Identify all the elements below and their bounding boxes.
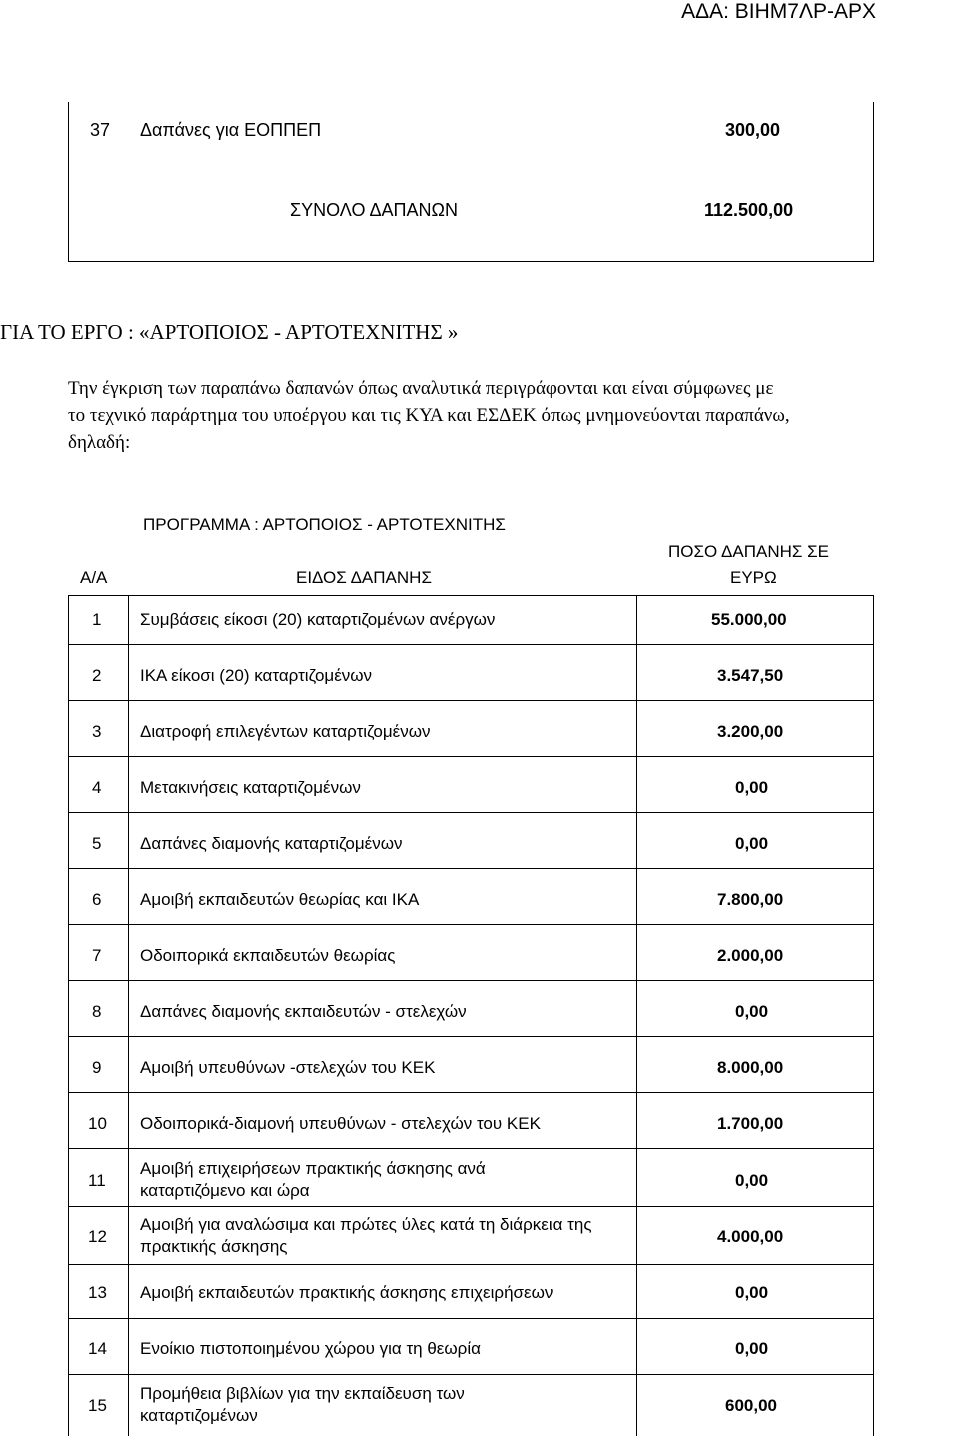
row-number: 15 — [88, 1396, 107, 1415]
row-amount: 3.200,00 — [717, 722, 784, 741]
paragraph-line-3: δηλαδή: — [68, 432, 131, 453]
row-amount: 0,00 — [735, 778, 769, 797]
row-description: Αμοιβή επιχειρήσεων πρακτικής άσκησης ανά καταρτιζόμενο και ώρα — [140, 1159, 486, 1200]
row-number: 13 — [88, 1283, 107, 1302]
row-description: Μετακινήσεις καταρτιζομένων — [140, 778, 361, 797]
column-header-number: Α/Α — [80, 568, 108, 587]
table-row-divider — [68, 868, 874, 869]
table-row-divider — [68, 1374, 874, 1375]
table-row-divider — [68, 756, 874, 757]
column-header-amount-line1: ΠΟΣΟ ΔΑΠΑΝΗΣ ΣΕ — [668, 542, 829, 561]
row-amount: 3.547,50 — [717, 666, 784, 685]
row-amount: 600,00 — [725, 1396, 777, 1415]
table-row-divider — [68, 644, 874, 645]
table-left-border — [68, 595, 69, 1436]
row-number: 2 — [92, 666, 102, 685]
ada-code: ΑΔΑ: ΒΙΗΜ7ΛΡ-ΑΡΧ — [681, 0, 876, 23]
row-amount: 0,00 — [735, 1171, 769, 1190]
table-row-divider — [68, 1148, 874, 1149]
row-description: Αμοιβή εκπαιδευτών πρακτικής άσκησης επιχειρήσεων — [140, 1283, 554, 1302]
row-number: 3 — [92, 722, 102, 741]
row-amount: 4.000,00 — [717, 1227, 784, 1246]
row-description: ΙΚΑ είκοσι (20) καταρτιζομένων — [140, 666, 373, 685]
row-amount: 55.000,00 — [711, 610, 787, 629]
row-description: Συμβάσεις είκοσι (20) καταρτιζομένων ανέργων — [140, 610, 496, 629]
table-row-divider — [68, 1092, 874, 1093]
row-description: Προμήθεια βιβλίων για την εκπαίδευση των καταρτιζομένων — [140, 1384, 465, 1425]
row-number: 12 — [88, 1227, 107, 1246]
table-right-border — [873, 595, 874, 1436]
table-row-divider — [68, 700, 874, 701]
top-table-right-border — [873, 102, 874, 262]
row-number: 11 — [88, 1171, 106, 1190]
row-amount: 0,00 — [735, 834, 769, 853]
row-description: Δαπάνες διαμονής καταρτιζομένων — [140, 834, 403, 853]
row-amount: 7.800,00 — [717, 890, 784, 909]
row-description: Δαπάνες διαμονής εκπαιδευτών - στελεχών — [140, 1002, 467, 1021]
top-table-bottom-border — [68, 261, 874, 262]
row-description: Οδοιπορικά εκπαιδευτών θεωρίας — [140, 946, 396, 965]
row-amount: 0,00 — [735, 1283, 769, 1302]
total-amount: 112.500,00 — [704, 200, 794, 220]
row-number: 9 — [92, 1058, 102, 1077]
table-column-divider — [128, 595, 129, 1436]
table-row-divider — [68, 1318, 874, 1319]
table-row-divider — [68, 1036, 874, 1037]
row-number: 4 — [92, 778, 102, 797]
row-description: Αμοιβή εκπαιδευτών θεωρίας και ΙΚΑ — [140, 890, 420, 909]
column-header-description: ΕΙΔΟΣ ΔΑΠΑΝΗΣ — [296, 568, 432, 587]
paragraph-line-2: το τεχνικό παράρτημα του υποέργου και τις ΚΥΑ και ΕΣΔΕΚ όπως μνημονεύονται παραπάνω, — [68, 405, 790, 426]
row-amount: 1.700,00 — [717, 1114, 784, 1133]
column-header-amount-line2: ΕΥΡΩ — [730, 568, 777, 587]
table-row-divider — [68, 980, 874, 981]
top-row-number: 37 — [90, 120, 111, 140]
row-number: 10 — [88, 1114, 107, 1133]
row-description: Διατροφή επιλεγέντων καταρτιζομένων — [140, 722, 431, 741]
row-amount: 0,00 — [735, 1002, 769, 1021]
row-amount: 0,00 — [735, 1339, 769, 1358]
row-number: 14 — [88, 1339, 107, 1358]
row-number: 6 — [92, 890, 102, 909]
table-row-divider — [68, 812, 874, 813]
row-number: 5 — [92, 834, 102, 853]
row-number: 8 — [92, 1002, 102, 1021]
row-description: Αμοιβή υπευθύνων -στελεχών του ΚΕΚ — [140, 1058, 436, 1077]
row-description: Αμοιβή για αναλώσιμα και πρώτες ύλες κατά τη διάρκεια της πρακτικής άσκησης — [140, 1215, 592, 1256]
table-row-divider — [68, 1206, 874, 1207]
row-number: 1 — [92, 610, 102, 629]
row-number: 7 — [92, 946, 102, 965]
top-row-amount: 300,00 — [725, 120, 781, 140]
row-amount: 2.000,00 — [717, 946, 784, 965]
project-title: ΓΙΑ ΤΟ ΕΡΓΟ : «ΑΡΤΟΠΟΙΟΣ - ΑΡΤΟΤΕΧΝΙΤΗΣ » — [0, 320, 459, 344]
total-label: ΣΥΝΟΛΟ ΔΑΠΑΝΩΝ — [290, 200, 458, 220]
table-header-bottom-border — [68, 595, 874, 596]
row-amount: 8.000,00 — [717, 1058, 784, 1077]
table-column-divider — [636, 595, 637, 1436]
program-title: ΠΡΟΓΡΑΜΜΑ : ΑΡΤΟΠΟΙΟΣ - ΑΡΤΟΤΕΧΝΙΤΗΣ — [143, 515, 506, 534]
row-description: Ενοίκιο πιστοποιημένου χώρου για τη θεωρία — [140, 1339, 481, 1358]
row-description: Οδοιπορικά-διαμονή υπευθύνων - στελεχών του ΚΕΚ — [140, 1114, 541, 1133]
top-row-description: Δαπάνες για ΕΟΠΠΕΠ — [140, 120, 322, 140]
top-table-left-border — [68, 102, 69, 262]
table-row-divider — [68, 1264, 874, 1265]
paragraph-line-1: Την έγκριση των παραπάνω δαπανών όπως αναλυτικά περιγράφονται και είναι σύμφωνες με — [68, 378, 774, 399]
table-row-divider — [68, 924, 874, 925]
